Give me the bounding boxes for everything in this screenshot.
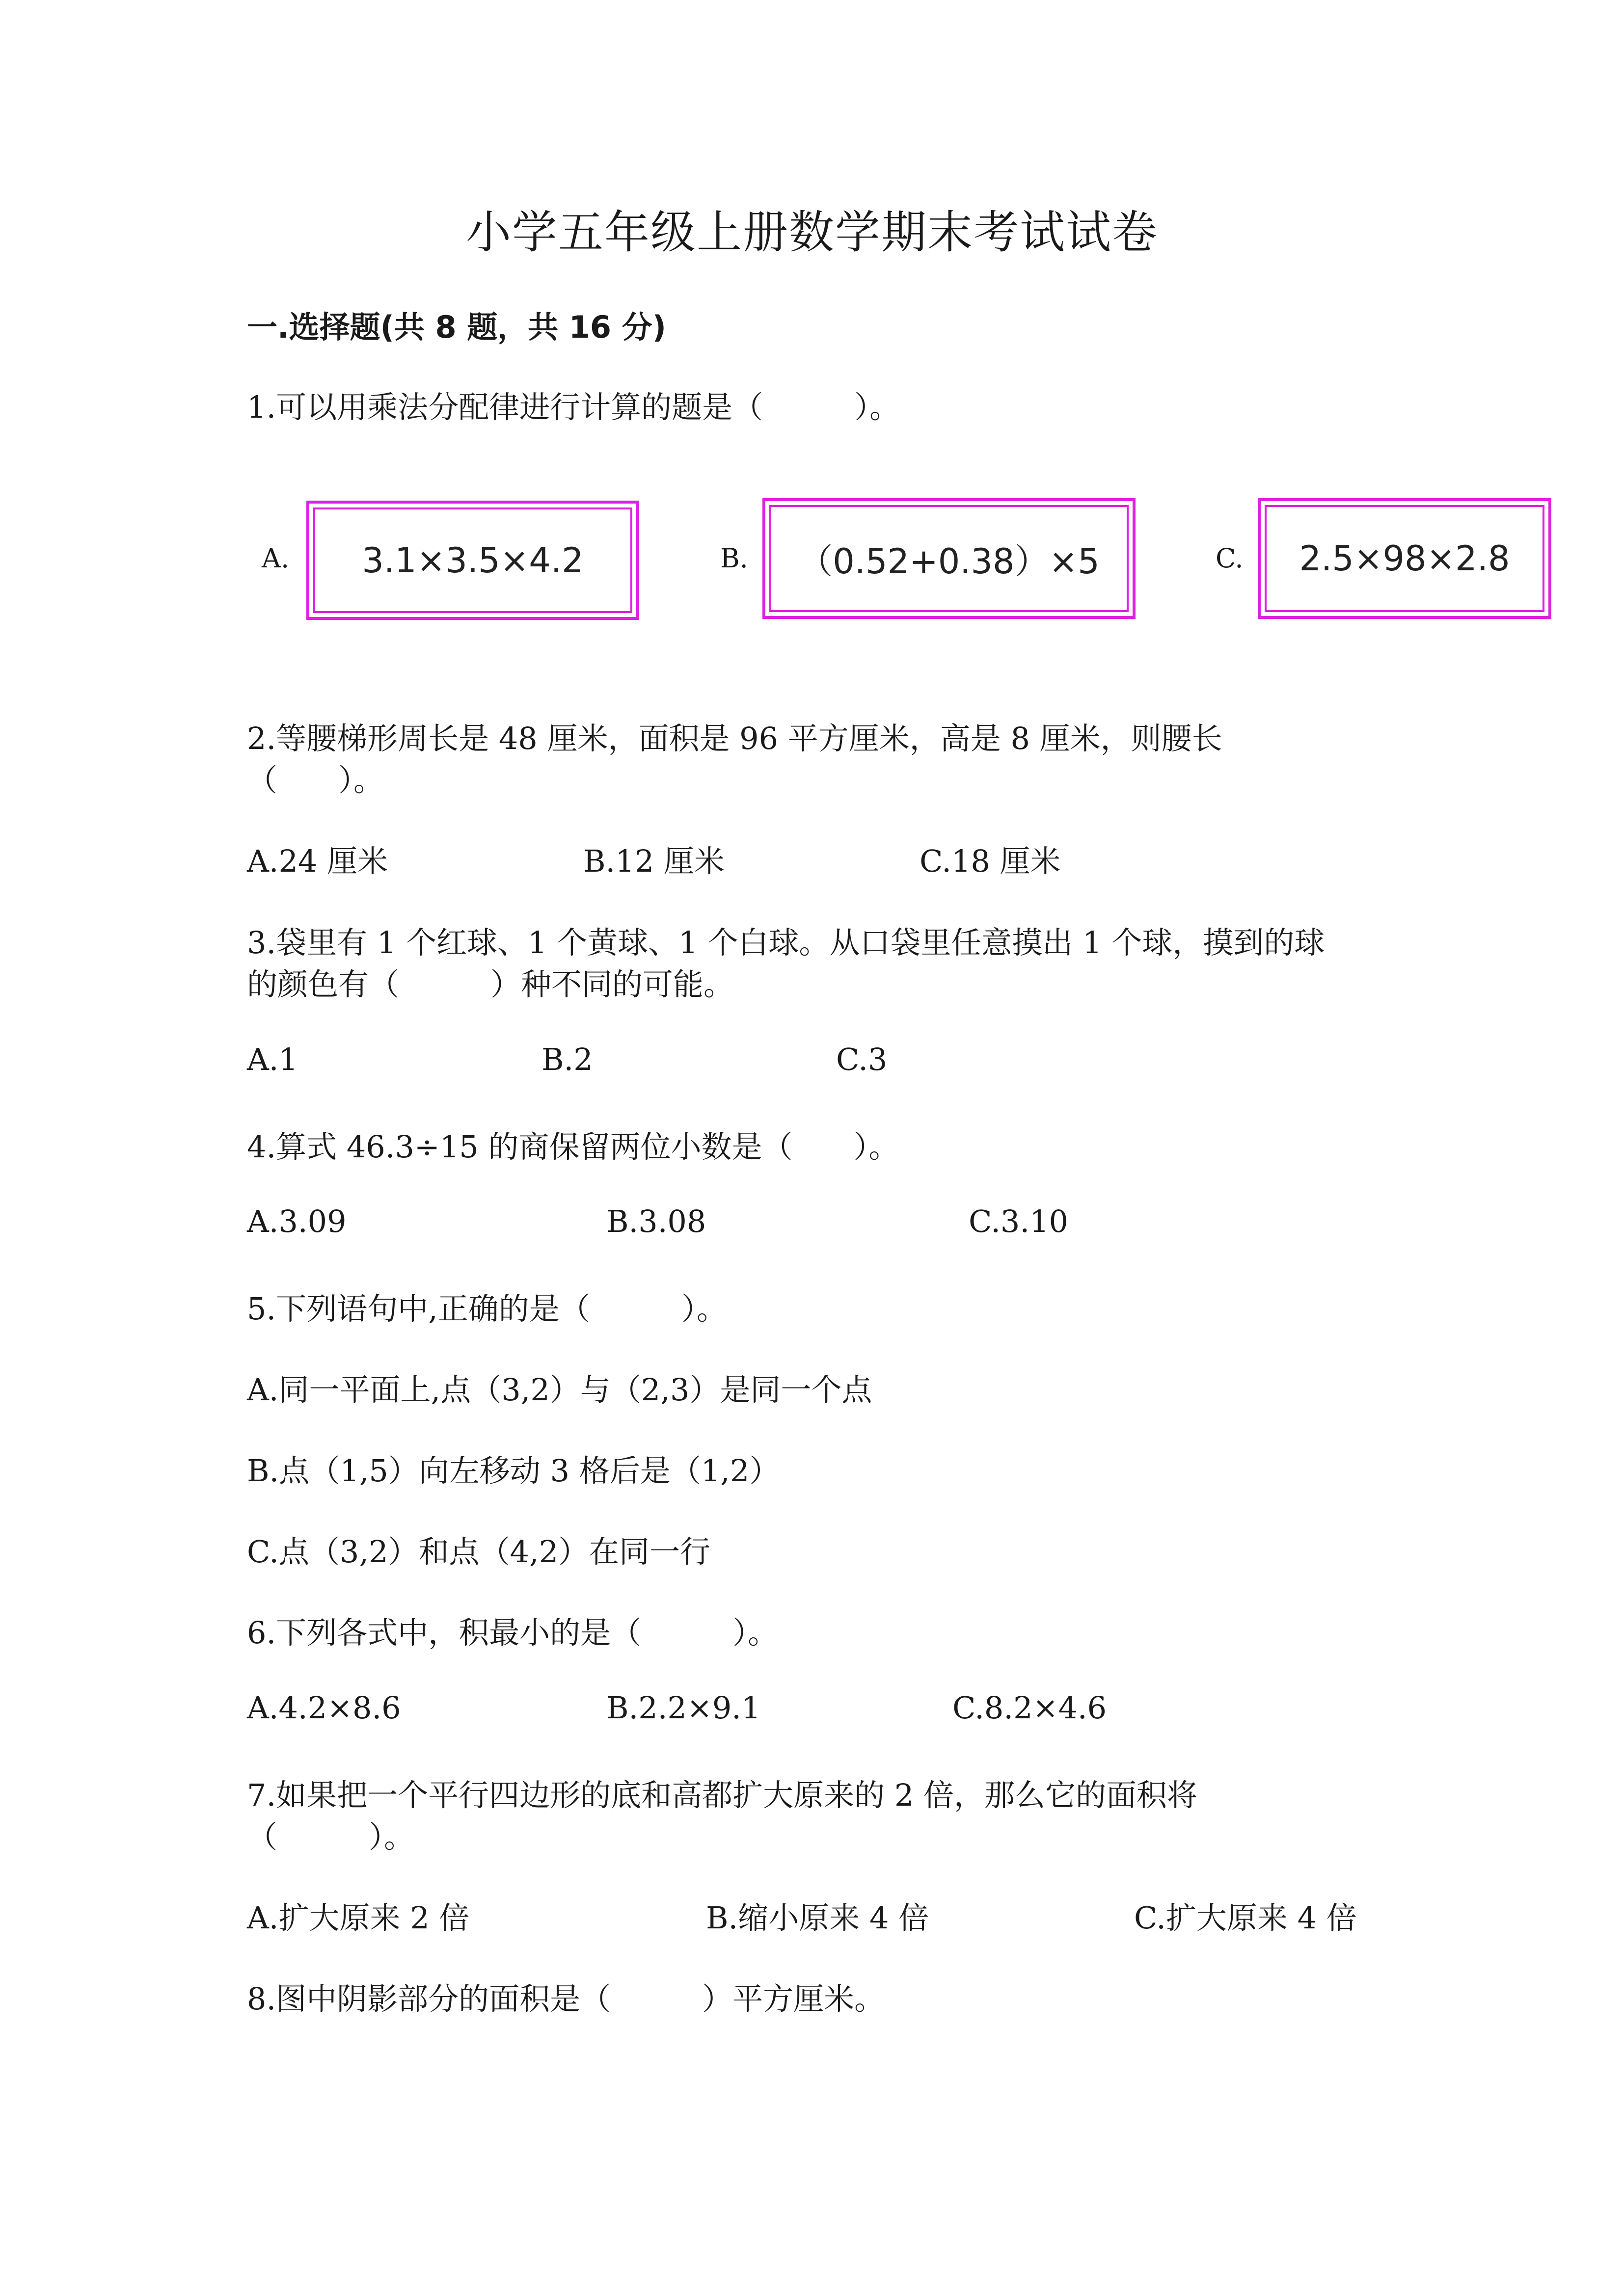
question-2-stem-line-1: 2.等腰梯形周长是 48 厘米，面积是 96 平方厘米，高是 8 厘米，则腰长	[247, 721, 1222, 756]
q1-option-c-label: C.	[1216, 543, 1244, 574]
q2-option-b: B.12 厘米	[583, 843, 725, 879]
q6-option-a: A.4.2×8.6	[247, 1690, 401, 1726]
q2-option-c: C.18 厘米	[920, 843, 1061, 879]
q3-option-a: A.1	[247, 1041, 298, 1077]
q1-option-a-box	[306, 501, 639, 620]
question-8-stem: 8.图中阴影部分的面积是（ ）平方厘米。	[247, 1981, 885, 2017]
page-title: 小学五年级上册数学期末考试试卷	[465, 206, 1158, 259]
question-3-stem-line-2: 的颜色有（ ）种不同的可能。	[247, 966, 734, 1002]
question-5-stem: 5.下列语句中,正确的是（ ）。	[247, 1291, 727, 1327]
q1-option-b-expression: （0.52+0.38）×5	[769, 505, 1129, 612]
q1-option-c-expression: 2.5×98×2.8	[1265, 505, 1544, 612]
q1-option-a-expression: 3.1×3.5×4.2	[313, 507, 632, 613]
q7-option-b: B.缩小原来 4 倍	[706, 1900, 929, 1936]
q6-option-b: B.2.2×9.1	[606, 1690, 761, 1726]
q4-option-c: C.3.10	[969, 1203, 1068, 1239]
question-7-stem-line-2: （ ）。	[247, 1819, 415, 1855]
q1-option-c-box	[1258, 498, 1551, 619]
q1-option-b-box	[762, 498, 1136, 619]
q4-option-a: A.3.09	[247, 1203, 347, 1239]
q3-option-c: C.3	[836, 1041, 888, 1077]
q6-option-c: C.8.2×4.6	[952, 1690, 1107, 1726]
question-4-stem: 4.算式 46.3÷15 的商保留两位小数是（ ）。	[247, 1129, 899, 1165]
q5-option-b: B.点（1,5）向左移动 3 格后是（1,2）	[247, 1453, 780, 1489]
q1-option-b-label: B.	[720, 543, 748, 574]
q4-option-b: B.3.08	[606, 1203, 706, 1239]
section-heading: 一.选择题(共 8 题，共 16 分)	[247, 309, 666, 345]
q5-option-a: A.同一平面上,点（3,2）与（2,3）是同一个点	[247, 1372, 872, 1408]
question-2-stem-line-2: （ ）。	[247, 762, 384, 798]
q5-option-c: C.点（3,2）和点（4,2）在同一行	[247, 1534, 711, 1570]
question-6-stem: 6.下列各式中，积最小的是（ ）。	[247, 1615, 779, 1651]
q7-option-a: A.扩大原来 2 倍	[247, 1900, 470, 1936]
q7-option-c: C.扩大原来 4 倍	[1134, 1900, 1357, 1936]
q1-option-a-label: A.	[262, 543, 290, 574]
q3-option-b: B.2	[541, 1041, 593, 1077]
question-3-stem-line-1: 3.袋里有 1 个红球、1 个黄球、1 个白球。从口袋里任意摸出 1 个球，摸到的球	[247, 925, 1325, 961]
question-1-stem: 1.可以用乘法分配律进行计算的题是（ ）。	[247, 389, 900, 425]
q2-option-a: A.24 厘米	[247, 843, 388, 879]
question-7-stem-line-1: 7.如果把一个平行四边形的底和高都扩大原来的 2 倍，那么它的面积将	[247, 1777, 1198, 1813]
